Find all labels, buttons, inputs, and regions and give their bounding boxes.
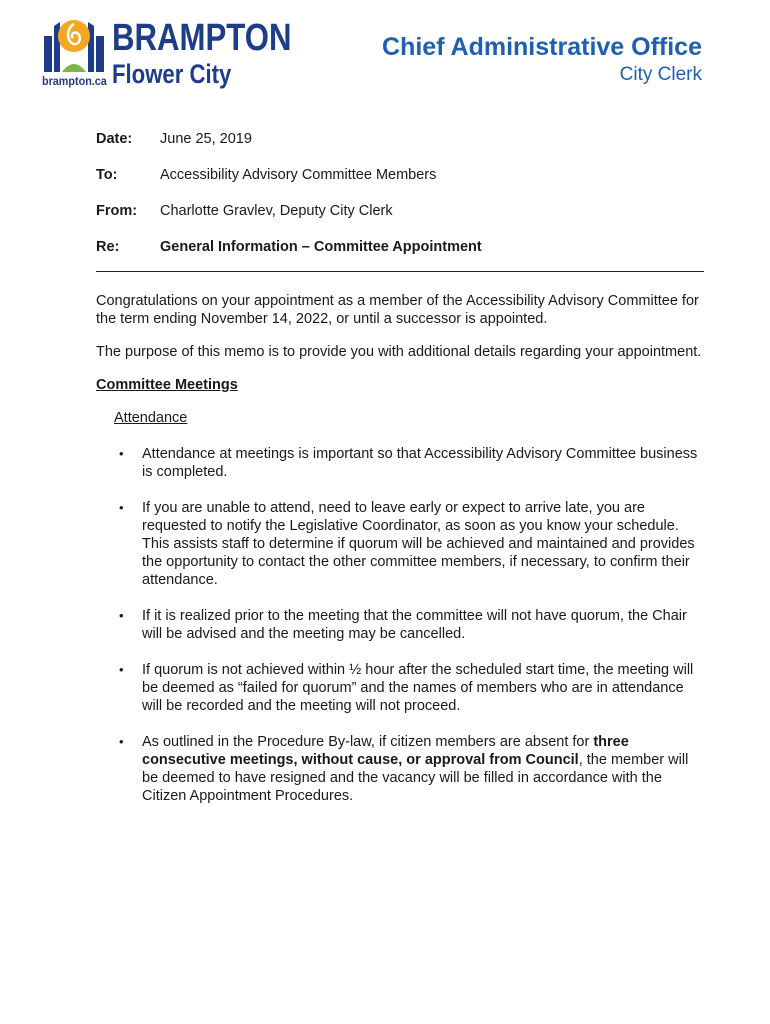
office-department: City Clerk (619, 64, 702, 85)
memo-re-row (96, 239, 706, 275)
memo-from-row (96, 203, 706, 239)
list-item (96, 607, 706, 643)
intro-paragraph-1: Congratulations on your appointment as a member of the Accessibility Advisory Committee for the term ending November 14, 2022, or until a successor is appointed. (96, 293, 699, 327)
memo-to-row (96, 167, 706, 203)
list-item (96, 445, 706, 481)
memo-body (96, 292, 706, 823)
list-item (96, 499, 706, 589)
list-item-text-post: , the member will be deemed to have resigned and the vacancy will be filled in accordance with the Citizen Appointment Procedures. (142, 752, 689, 804)
list-item-text-pre: As outlined in the Procedure By-law, if citizen members are absent for (142, 734, 594, 750)
attendance-list (96, 445, 706, 805)
to-value: Accessibility Advisory Committee Members (160, 167, 437, 183)
date-label: Date: (96, 131, 133, 147)
bullet-icon: • (119, 662, 124, 677)
bullet-icon: • (119, 608, 124, 623)
from-value: Charlotte Gravlev, Deputy City Clerk (160, 203, 393, 219)
office-name: Chief Administrative Office (382, 33, 702, 61)
memo-header (96, 131, 706, 275)
to-label: To: (96, 167, 118, 183)
list-item (96, 733, 706, 805)
from-label: From: (96, 203, 138, 219)
brand-website: brampton.ca (42, 74, 107, 88)
memo-date-row (96, 131, 706, 167)
date-value: June 25, 2019 (160, 131, 252, 147)
subsection-title: Attendance (114, 410, 188, 426)
list-item-text: Attendance at meetings is important so that Accessibility Advisory Committee business is completed. (142, 446, 698, 480)
list-item-text: If it is realized prior to the meeting that the committee will not have quorum, the Chair will be advised and the meeting may be cancelled. (142, 608, 687, 642)
intro-paragraph-2: The purpose of this memo is to provide you with additional details regarding your appointment. (96, 344, 702, 360)
section-title: Committee Meetings (96, 377, 238, 393)
list-item-text-bold: three consecutive meetings, without cause, or approval from Council (142, 734, 629, 768)
flower-city-emblem-icon (42, 14, 106, 74)
re-value: General Information – Committee Appointment (160, 239, 482, 255)
bullet-icon: • (119, 500, 124, 515)
list-item (96, 661, 706, 715)
brand-name: BRAMPTON (112, 17, 292, 59)
list-item-text: If you are unable to attend, need to leave early or expect to arrive late, you are requested to notify the Legislative Coordinator, as soon as you know your schedule. This assists staff to determine if quorum will be achieved and maintained and provides the opportunity to contact the other committee members, if necessary, to confirm their attendance. (142, 500, 695, 588)
header-divider (96, 271, 704, 272)
bullet-icon: • (119, 446, 124, 461)
bullet-icon: • (119, 734, 124, 749)
list-item-text: If quorum is not achieved within ½ hour after the scheduled start time, the meeting will be deemed as “failed for quorum” and the names of members who are in attendance will be recorded and the meeting will not proceed. (142, 662, 694, 714)
re-label: Re: (96, 239, 120, 255)
list-item-text (142, 734, 688, 804)
brampton-logo (42, 14, 292, 94)
office-header (382, 32, 702, 88)
brand-tagline: Flower City (112, 59, 232, 89)
